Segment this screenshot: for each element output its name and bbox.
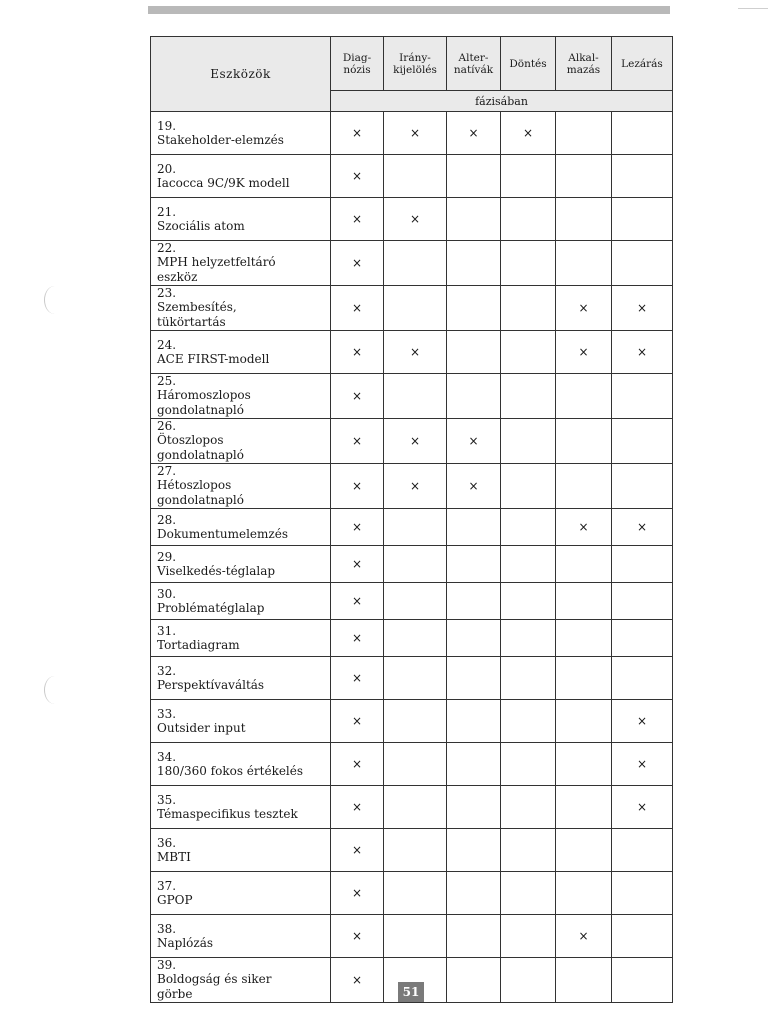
phase-cell xyxy=(556,155,612,198)
tools-table xyxy=(150,36,673,1003)
phase-cell xyxy=(447,829,501,872)
phase-cell xyxy=(447,241,501,286)
tool-name-cell xyxy=(151,112,331,155)
phase-cell xyxy=(612,331,673,374)
phase-cell xyxy=(447,155,501,198)
phase-cell xyxy=(331,286,384,331)
tool-name: Iacocca 9C/9K modell xyxy=(157,175,290,190)
table-row xyxy=(151,583,673,620)
phase-cell xyxy=(612,915,673,958)
phase-cell xyxy=(612,872,673,915)
cross-mark-icon: × xyxy=(351,126,363,140)
phase-cell xyxy=(612,241,673,286)
phase-cell xyxy=(331,374,384,419)
phase-cell xyxy=(612,198,673,241)
phase-cell xyxy=(384,198,447,241)
cross-mark-icon: × xyxy=(636,345,648,359)
phase-cell xyxy=(384,509,447,546)
table-row xyxy=(151,509,673,546)
phase-cell xyxy=(556,419,612,464)
phase-cell xyxy=(447,509,501,546)
phase-cell xyxy=(331,620,384,657)
cross-mark-icon: × xyxy=(578,345,589,359)
header-bar xyxy=(148,6,670,14)
phase-cell xyxy=(556,464,612,509)
phase-cell xyxy=(384,464,447,509)
tool-name-cell xyxy=(151,872,331,915)
phase-cell xyxy=(501,509,556,546)
phase-cell xyxy=(331,700,384,743)
tool-name-cell xyxy=(151,464,331,509)
phase-cell xyxy=(612,155,673,198)
phase-cell xyxy=(447,786,501,829)
cross-mark-icon: × xyxy=(468,479,479,493)
phase-cell xyxy=(384,743,447,786)
phase-cell xyxy=(331,958,384,1003)
phase-cell xyxy=(447,419,501,464)
tool-name-cell xyxy=(151,915,331,958)
cross-mark-icon: × xyxy=(409,479,421,493)
phase-cell xyxy=(384,915,447,958)
tool-name-cell xyxy=(151,286,331,331)
tool-name: 180/360 fokos értékelés xyxy=(157,763,304,778)
phase-cell xyxy=(447,464,501,509)
phase-cell xyxy=(331,546,384,583)
header-line xyxy=(738,8,768,9)
phase-cell xyxy=(556,872,612,915)
phase-cell xyxy=(612,583,673,620)
phase-cell xyxy=(384,872,447,915)
phase-cell xyxy=(612,546,673,583)
phase-cell xyxy=(384,419,447,464)
phase-cell xyxy=(501,583,556,620)
table-row xyxy=(151,241,673,286)
tool-name: Stakeholder-elemzés xyxy=(157,132,284,147)
cross-mark-icon: × xyxy=(351,929,363,943)
table-row xyxy=(151,198,673,241)
tool-name: ACE FIRST-modell xyxy=(157,351,270,366)
table-row xyxy=(151,286,673,331)
cross-mark-icon: × xyxy=(351,631,363,645)
tool-name: Outsider input xyxy=(157,720,246,735)
phase-cell xyxy=(331,198,384,241)
phase-cell xyxy=(447,915,501,958)
phase-cell xyxy=(501,331,556,374)
tools-table-body xyxy=(151,112,673,1003)
phase-cell xyxy=(556,915,612,958)
tool-number: 31. xyxy=(157,623,177,638)
phase-cell xyxy=(501,198,556,241)
phase-cell xyxy=(501,464,556,509)
tool-name: Boldogság és siker görbe xyxy=(157,972,272,1001)
cross-mark-icon: × xyxy=(578,301,589,315)
table-row xyxy=(151,829,673,872)
table-row xyxy=(151,657,673,700)
cross-mark-icon: × xyxy=(409,345,421,359)
phase-cell xyxy=(501,241,556,286)
phase-cell xyxy=(501,620,556,657)
cross-mark-icon: × xyxy=(351,389,363,403)
table-row xyxy=(151,786,673,829)
phase-cell xyxy=(556,286,612,331)
phase-cell xyxy=(384,241,447,286)
phase-header: Döntés xyxy=(501,37,556,91)
cross-mark-icon: × xyxy=(636,520,648,534)
phase-cell xyxy=(556,198,612,241)
cross-mark-icon: × xyxy=(409,434,421,448)
phase-cell xyxy=(501,419,556,464)
cross-mark-icon: × xyxy=(351,479,363,493)
phase-cell xyxy=(556,829,612,872)
tool-number: 33. xyxy=(157,706,177,721)
phase-cell xyxy=(556,374,612,419)
phase-cell xyxy=(612,700,673,743)
phase-cell xyxy=(447,546,501,583)
phase-cell xyxy=(612,958,673,1003)
tool-number: 28. xyxy=(157,512,177,527)
phase-cell xyxy=(331,657,384,700)
phase-cell xyxy=(384,700,447,743)
phase-cell xyxy=(447,286,501,331)
table-row xyxy=(151,915,673,958)
cross-mark-icon: × xyxy=(578,929,589,943)
phase-cell xyxy=(447,374,501,419)
phase-cell xyxy=(501,155,556,198)
cross-mark-icon: × xyxy=(351,520,363,534)
tool-name-cell xyxy=(151,198,331,241)
cross-mark-icon: × xyxy=(636,301,648,315)
phase-cell xyxy=(384,657,447,700)
phase-cell xyxy=(612,620,673,657)
tool-number: 36. xyxy=(157,835,177,850)
phase-cell xyxy=(501,786,556,829)
phase-cell xyxy=(612,464,673,509)
cross-mark-icon: × xyxy=(351,594,363,608)
phase-cell xyxy=(384,374,447,419)
cross-mark-icon: × xyxy=(636,800,648,814)
tool-name: Hétoszlopos gondolatnapló xyxy=(157,478,244,507)
phase-cell xyxy=(331,829,384,872)
phase-cell xyxy=(447,743,501,786)
phase-cell xyxy=(384,583,447,620)
cross-mark-icon: × xyxy=(409,126,421,140)
tool-number: 38. xyxy=(157,921,177,936)
phase-cell xyxy=(612,419,673,464)
phase-cell xyxy=(501,915,556,958)
phase-header: Alkal- mazás xyxy=(556,37,612,91)
cross-mark-icon: × xyxy=(468,434,479,448)
tool-number: 26. xyxy=(157,419,177,433)
table-row xyxy=(151,546,673,583)
phase-cell xyxy=(556,620,612,657)
phase-cell xyxy=(447,331,501,374)
phase-cell xyxy=(331,419,384,464)
table-row xyxy=(151,374,673,419)
phase-cell xyxy=(447,872,501,915)
tool-name: Háromoszlopos gondolatnapló xyxy=(157,388,251,417)
tool-name-cell xyxy=(151,620,331,657)
phase-cell xyxy=(331,915,384,958)
tool-name: GPOP xyxy=(157,892,193,907)
tool-name: Ötoszlopos gondolatnapló xyxy=(157,433,244,462)
table-row xyxy=(151,331,673,374)
phase-cell xyxy=(331,241,384,286)
table-row xyxy=(151,155,673,198)
phase-cell xyxy=(331,583,384,620)
phase-cell xyxy=(447,112,501,155)
phase-cell xyxy=(556,786,612,829)
tool-number: 23. xyxy=(157,286,177,300)
tool-name: MBTI xyxy=(157,849,191,864)
phase-cell xyxy=(331,786,384,829)
cross-mark-icon: × xyxy=(351,757,363,771)
phase-cell xyxy=(612,743,673,786)
cross-mark-icon: × xyxy=(636,714,648,728)
tools-header: Eszközök xyxy=(151,37,331,112)
phase-cell xyxy=(556,546,612,583)
cross-mark-icon: × xyxy=(351,973,363,987)
tool-name: Problématéglalap xyxy=(157,600,265,615)
tool-name: Viselkedés-téglalap xyxy=(157,563,276,578)
cross-mark-icon: × xyxy=(351,169,363,183)
tool-name-cell xyxy=(151,786,331,829)
phase-cell xyxy=(331,743,384,786)
tool-name-cell xyxy=(151,155,331,198)
cross-mark-icon: × xyxy=(351,557,363,571)
phase-cell xyxy=(331,155,384,198)
phase-cell xyxy=(556,958,612,1003)
phase-cell xyxy=(612,786,673,829)
table-row xyxy=(151,700,673,743)
tool-number: 20. xyxy=(157,161,177,176)
tool-number: 25. xyxy=(157,374,177,388)
cross-mark-icon: × xyxy=(636,757,648,771)
tool-name-cell xyxy=(151,657,331,700)
cross-mark-icon: × xyxy=(351,212,363,226)
phase-cell xyxy=(556,241,612,286)
phase-cell xyxy=(612,374,673,419)
phase-cell xyxy=(501,829,556,872)
phase-cell xyxy=(501,374,556,419)
tool-name-cell xyxy=(151,546,331,583)
page-number: 51 xyxy=(398,982,424,1002)
phase-cell xyxy=(447,198,501,241)
tool-number: 24. xyxy=(157,337,177,352)
tool-number: 30. xyxy=(157,586,177,601)
phase-cell xyxy=(331,112,384,155)
tool-number: 27. xyxy=(157,464,177,478)
tool-number: 35. xyxy=(157,792,177,807)
phase-cell xyxy=(501,743,556,786)
tool-number: 29. xyxy=(157,549,177,564)
cross-mark-icon: × xyxy=(351,843,363,857)
table-row xyxy=(151,112,673,155)
tool-name-cell xyxy=(151,743,331,786)
tool-name: Szociális atom xyxy=(157,218,245,233)
phase-cell xyxy=(556,700,612,743)
phase-cell xyxy=(612,509,673,546)
phase-cell xyxy=(384,620,447,657)
phase-cell xyxy=(447,620,501,657)
phase-cell xyxy=(447,657,501,700)
tool-name: Perspektívaváltás xyxy=(157,677,265,692)
phase-cell xyxy=(501,286,556,331)
cross-mark-icon: × xyxy=(522,126,534,140)
phase-cell xyxy=(556,657,612,700)
table-row xyxy=(151,419,673,464)
cross-mark-icon: × xyxy=(578,520,589,534)
phase-cell xyxy=(501,700,556,743)
tool-number: 19. xyxy=(157,118,177,133)
phase-cell xyxy=(447,583,501,620)
cross-mark-icon: × xyxy=(351,886,363,900)
tool-name: Naplózás xyxy=(157,935,214,950)
cross-mark-icon: × xyxy=(468,126,479,140)
phase-cell xyxy=(331,464,384,509)
tool-number: 22. xyxy=(157,241,177,255)
tool-name-cell xyxy=(151,583,331,620)
phase-cell xyxy=(556,509,612,546)
table-row xyxy=(151,743,673,786)
phase-cell xyxy=(612,829,673,872)
cross-mark-icon: × xyxy=(351,301,363,315)
tool-name: Tortadiagram xyxy=(157,637,240,652)
phase-subheader: fázisában xyxy=(331,91,673,112)
phase-cell xyxy=(331,331,384,374)
cross-mark-icon: × xyxy=(351,800,363,814)
phase-cell xyxy=(612,112,673,155)
tool-number: 37. xyxy=(157,878,177,893)
tool-number: 21. xyxy=(157,204,177,219)
phase-header: Lezárás xyxy=(612,37,673,91)
cross-mark-icon: × xyxy=(351,345,363,359)
cross-mark-icon: × xyxy=(351,434,363,448)
tool-name-cell xyxy=(151,700,331,743)
phase-cell xyxy=(556,112,612,155)
phase-cell xyxy=(384,546,447,583)
phase-header: Diag- nózis xyxy=(331,37,384,91)
phase-cell xyxy=(331,872,384,915)
tool-name: MPH helyzetfeltáró eszköz xyxy=(157,255,276,284)
margin-mark xyxy=(44,676,65,704)
phase-cell xyxy=(556,743,612,786)
tool-number: 39. xyxy=(157,958,177,972)
phase-cell xyxy=(447,958,501,1003)
cross-mark-icon: × xyxy=(351,256,363,270)
phase-cell xyxy=(556,331,612,374)
phase-cell xyxy=(501,546,556,583)
phase-cell xyxy=(612,286,673,331)
phase-cell xyxy=(384,786,447,829)
tool-name-cell xyxy=(151,419,331,464)
cross-mark-icon: × xyxy=(351,714,363,728)
tool-number: 34. xyxy=(157,749,177,764)
margin-mark xyxy=(44,286,65,314)
table-row xyxy=(151,620,673,657)
cross-mark-icon: × xyxy=(351,671,363,685)
phase-cell xyxy=(501,958,556,1003)
tool-name: Szembesítés, tükörtartás xyxy=(157,300,237,329)
phase-header: Alter- natívák xyxy=(447,37,501,91)
table-row xyxy=(151,872,673,915)
cross-mark-icon: × xyxy=(409,212,421,226)
phase-cell xyxy=(447,700,501,743)
phase-cell xyxy=(384,112,447,155)
tool-number: 32. xyxy=(157,663,177,678)
tool-name-cell xyxy=(151,331,331,374)
phase-cell xyxy=(384,155,447,198)
tool-name-cell xyxy=(151,829,331,872)
phase-cell xyxy=(384,331,447,374)
phase-cell xyxy=(501,657,556,700)
phase-cell xyxy=(501,112,556,155)
tool-name: Témaspecifikus tesztek xyxy=(157,806,298,821)
phase-header: Irány- kijelölés xyxy=(384,37,447,91)
phase-cell xyxy=(556,583,612,620)
phase-cell xyxy=(384,829,447,872)
phase-cell xyxy=(612,657,673,700)
tool-name: Dokumentumelemzés xyxy=(157,526,288,541)
phase-cell xyxy=(331,509,384,546)
tool-name-cell xyxy=(151,241,331,286)
tool-name-cell xyxy=(151,374,331,419)
phase-cell xyxy=(501,872,556,915)
table-row xyxy=(151,464,673,509)
tool-name-cell xyxy=(151,958,331,1003)
tool-name-cell xyxy=(151,509,331,546)
phase-cell xyxy=(384,286,447,331)
